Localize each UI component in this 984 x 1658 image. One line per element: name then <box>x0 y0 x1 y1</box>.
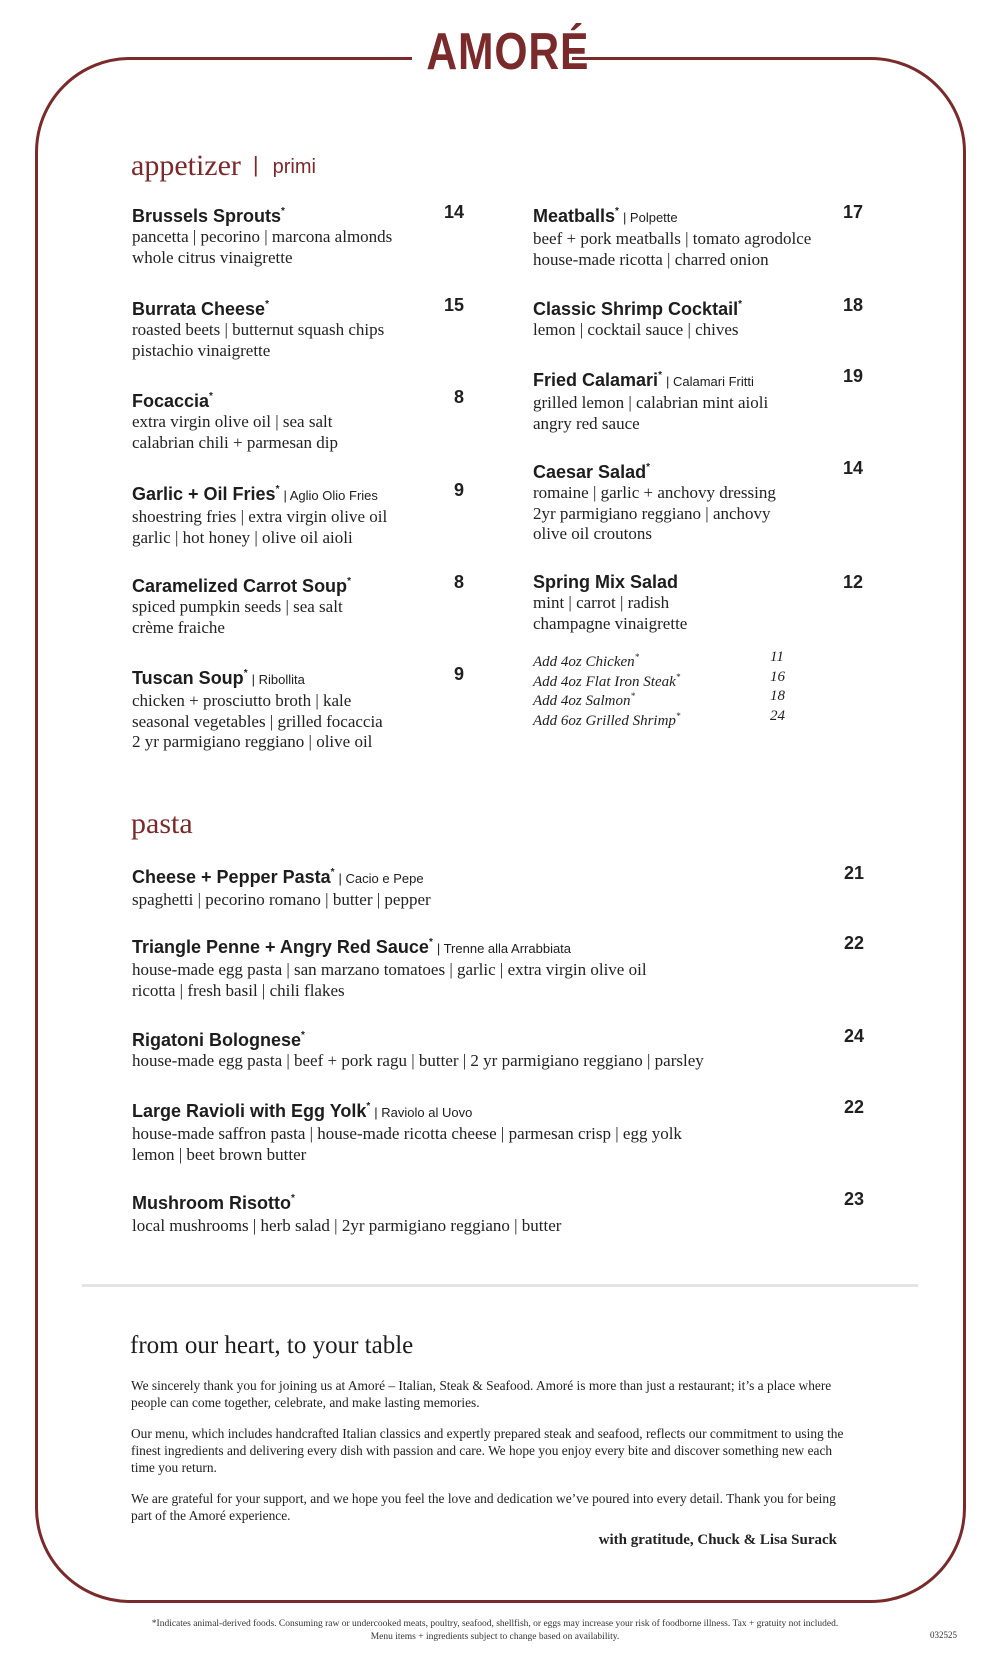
item-name: Caesar Salad <box>533 462 647 482</box>
item-italian-name: | Polpette <box>622 210 678 225</box>
footnote <box>100 1618 890 1644</box>
menu-item <box>132 294 462 361</box>
salad-addons <box>533 648 793 729</box>
item-price: 21 <box>843 863 864 883</box>
item-price: 23 <box>843 1189 864 1209</box>
animal-derived-marker: * <box>265 299 269 310</box>
item-description: local mushrooms | herb salad | 2yr parmigiano reggiano | butter <box>132 1216 562 1235</box>
item-name: Tuscan Soup <box>132 668 244 688</box>
menu-item <box>132 201 462 268</box>
brand-logo: AMORÉ <box>426 23 590 81</box>
animal-derived-marker: * <box>366 1101 371 1112</box>
item-description: beef + pork meatballs | tomato agrodolce <box>533 229 812 248</box>
item-italian-name: | Calamari Fritti <box>665 374 754 389</box>
item-description: house-made egg pasta | beef + pork ragu | butter | 2 yr parmigiano reggiano | parsley <box>132 1051 704 1070</box>
item-name: Rigatoni Bolognese <box>132 1030 302 1050</box>
item-price: 8 <box>453 572 464 592</box>
item-description: olive oil croutons <box>533 524 652 543</box>
menu-item <box>533 365 863 434</box>
heading-separator: | <box>252 152 259 177</box>
footnote-line: Menu items + ingredients subject to change based on availability. <box>370 1632 620 1642</box>
pasta-heading: pasta <box>131 807 193 840</box>
menu-code: 032525 <box>930 1630 957 1640</box>
item-description: roasted beets | butternut squash chips <box>132 320 385 339</box>
item-italian-name: | Aglio Olio Fries <box>283 488 378 503</box>
item-price: 18 <box>842 295 863 315</box>
menu-item <box>132 1096 867 1165</box>
item-price: 9 <box>453 480 464 500</box>
item-name: Burrata Cheese <box>132 299 266 319</box>
item-name: Triangle Penne + Angry Red Sauce <box>132 937 429 957</box>
menu-item <box>132 862 867 911</box>
menu-item <box>132 932 867 1001</box>
appetizer-heading <box>131 148 316 184</box>
addon-row <box>533 648 793 668</box>
animal-derived-marker: * <box>209 391 213 402</box>
appetizer-subtitle: primi <box>272 156 316 178</box>
item-name: Mushroom Risotto <box>132 1193 291 1213</box>
item-description: whole citrus vinaigrette <box>132 247 293 267</box>
footnote-line: *Indicates animal-derived foods. Consuming raw or undercooked meats, poultry, seafood, shellfish, or eggs may increase your risk of foodborne illness. Tax + gratuity not included. <box>151 1619 839 1629</box>
item-name: Brussels Sprouts <box>132 206 282 226</box>
item-description: champagne vinaigrette <box>533 613 688 633</box>
item-description: angry red sauce <box>533 413 640 433</box>
animal-derived-marker: * <box>675 710 681 721</box>
menu-item <box>132 1025 867 1072</box>
item-name: Large Ravioli with Egg Yolk <box>132 1101 367 1121</box>
animal-derived-marker: * <box>675 671 681 682</box>
animal-derived-marker: * <box>615 206 619 217</box>
animal-derived-marker: * <box>646 462 650 473</box>
menu-item <box>132 479 462 548</box>
item-description: chicken + prosciutto broth | kale <box>132 691 352 710</box>
item-description: grilled lemon | calabrian mint aioli <box>533 393 769 412</box>
signature: with gratitude, Chuck & Lisa Surack <box>598 1532 837 1548</box>
animal-derived-marker: * <box>347 576 351 587</box>
animal-derived-marker: * <box>738 299 742 310</box>
item-price: 14 <box>443 202 464 222</box>
item-description: romaine | garlic + anchovy dressing <box>533 483 776 502</box>
item-description: 2yr parmigiano reggiano | anchovy <box>533 503 771 523</box>
item-price: 14 <box>842 458 863 478</box>
animal-derived-marker: * <box>330 867 335 878</box>
animal-derived-marker: * <box>634 652 640 662</box>
item-name: Cheese + Pepper Pasta <box>132 867 331 887</box>
item-description: mint | carrot | radish <box>533 593 670 612</box>
animal-derived-marker: * <box>281 206 285 217</box>
addon-label: Add 4oz Chicken <box>533 654 635 670</box>
item-name: Classic Shrimp Cocktail <box>533 299 739 319</box>
item-price: 12 <box>842 572 863 592</box>
menu-item <box>132 1188 867 1237</box>
item-italian-name: | Ribollita <box>251 672 305 687</box>
item-name: Fried Calamari <box>533 370 659 390</box>
item-price: 8 <box>453 387 464 407</box>
menu-item <box>533 571 863 634</box>
item-price: 15 <box>443 295 464 315</box>
animal-derived-marker: * <box>243 668 248 679</box>
menu-item <box>533 457 863 545</box>
item-description: pistachio vinaigrette <box>132 340 271 360</box>
item-price: 17 <box>842 202 863 222</box>
item-description: spaghetti | pecorino romano | butter | pepper <box>132 890 431 909</box>
item-price: 9 <box>453 664 464 684</box>
item-description: seasonal vegetables | grilled focaccia <box>132 711 383 731</box>
animal-derived-marker: * <box>428 937 433 948</box>
item-price: 19 <box>842 366 863 386</box>
item-description: lemon | beet brown butter <box>132 1144 307 1164</box>
item-description: spiced pumpkin seeds | sea salt <box>132 597 343 616</box>
item-name: Meatballs <box>533 206 616 226</box>
item-italian-name: | Trenne alla Arrabbiata <box>436 941 572 956</box>
item-description: 2 yr parmigiano reggiano | olive oil <box>132 732 373 751</box>
item-price: 24 <box>843 1026 864 1046</box>
item-description: lemon | cocktail sauce | chives <box>533 320 739 339</box>
addon-label: Add 4oz Salmon <box>533 693 631 709</box>
addon-label: Add 4oz Flat Iron Steak <box>533 673 676 690</box>
item-price: 22 <box>843 933 864 953</box>
animal-derived-marker: * <box>630 691 635 701</box>
message-paragraph: We sincerely thank you for joining us at Amoré – Italian, Steak & Seafood. Amoré is more than just a restaurant; it’s a place where people can come together, celebrate, and make lasting memories. <box>131 1378 832 1410</box>
addon-price: 11 <box>770 649 784 665</box>
menu-item <box>132 386 462 453</box>
menu-item <box>132 571 462 638</box>
item-name: Spring Mix Salad <box>533 572 679 592</box>
message-paragraph: We are grateful for your support, and we hope you feel the love and dedication we’ve poured into every detail. Thank you for being part of the Amoré experience. <box>131 1491 836 1523</box>
item-description: pancetta | pecorino | marcona almonds <box>132 227 393 246</box>
appetizer-title: appetizer <box>131 149 241 182</box>
item-italian-name: | Raviolo al Uovo <box>374 1105 473 1120</box>
item-description: ricotta | fresh basil | chili flakes <box>132 980 345 1000</box>
animal-derived-marker: * <box>301 1030 305 1041</box>
animal-derived-marker: * <box>658 370 662 381</box>
item-description: garlic | hot honey | olive oil aioli <box>132 527 353 547</box>
addon-label: Add 6oz Grilled Shrimp <box>533 712 676 729</box>
item-description: house-made saffron pasta | house-made ricotta cheese | parmesan crisp | egg yolk <box>132 1124 682 1143</box>
addon-row <box>533 687 793 707</box>
item-price: 22 <box>843 1097 864 1117</box>
item-name: Garlic + Oil Fries <box>132 484 276 504</box>
addon-row <box>533 668 793 688</box>
addon-price: 24 <box>770 707 785 724</box>
addon-price: 16 <box>770 668 785 685</box>
addon-price: 18 <box>770 688 785 704</box>
item-description: house-made ricotta | charred onion <box>533 249 769 269</box>
addon-row <box>533 707 793 727</box>
menu-item <box>132 663 462 753</box>
item-description: crème fraiche <box>132 617 225 637</box>
menu-item <box>533 201 863 270</box>
message-paragraph: Our menu, which includes handcrafted Italian classics and expertly prepared steak and seafood, reflects our commitment to using the finest ingredients and delivering every dish with passion and care. We hope you enjoy every bite and discover something new each time you return. <box>131 1426 844 1475</box>
item-description: house-made egg pasta | san marzano tomatoes | garlic | extra virgin olive oil <box>132 960 647 979</box>
item-description: shoestring fries | extra virgin olive oil <box>132 507 388 526</box>
item-name: Focaccia <box>132 391 210 411</box>
item-name: Caramelized Carrot Soup <box>132 576 348 596</box>
item-italian-name: | Cacio e Pepe <box>338 871 424 886</box>
item-description: extra virgin olive oil | sea salt <box>132 412 333 431</box>
message-title: from our heart, to your table <box>130 1332 414 1359</box>
animal-derived-marker: * <box>275 484 280 495</box>
animal-derived-marker: * <box>291 1193 295 1204</box>
menu-item <box>533 294 863 341</box>
section-divider <box>82 1284 918 1287</box>
item-description: calabrian chili + parmesan dip <box>132 432 338 452</box>
